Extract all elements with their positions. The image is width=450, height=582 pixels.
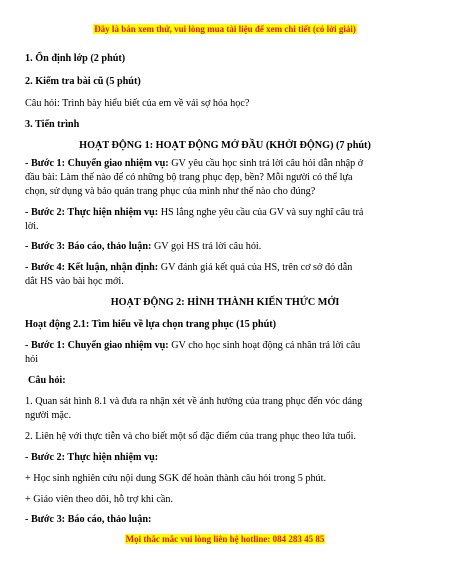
question-2: 2. Liên hệ với thực tiễn và cho biết một số đặc điểm của trang phục theo lứa tuổi. [25,431,357,442]
section-3-heading: 3. Tiến trình [25,119,80,130]
activity-1-step-4: - Bước 4: Kết luận, nhận định: GV đánh giá kết quả của HS, trên cơ sở đó dẫn [25,262,353,273]
bullet-item: + Giáo viên theo dõi, hỗ trợ khi cần. [25,494,174,505]
activity-2-step-1-cont: hỏi [25,354,39,365]
activity-1-step-1: - Bước 1: Chuyển giao nhiệm vụ: GV yêu cầu học sinh trả lời câu hỏi dẫn nhập ở [25,158,364,169]
activity-1-step-1-cont: chọn, sử dụng và bảo quản trang phục của mình như thế nào cho đúng? [25,186,316,197]
activity-2-step-3: - Bước 3: Báo cáo, thảo luận: [25,514,152,525]
question-1: 1. Quan sát hình 8.1 và đưa ra nhận xét về ảnh hưởng của trang phục đến vóc dáng [25,396,363,407]
activity-1-step-2: - Bước 2: Thực hiện nhiệm vụ: HS lắng nghe yêu cầu của GV và suy nghĩ câu trả [25,207,364,218]
activity-1-step-1-cont: đầu bài: Làm thế nào để có những bộ trang phục đẹp, bền? Mỗi người có thể lựa [25,172,353,183]
review-question: Câu hỏi: Trình bày hiểu biết của em về vải sợ hóa học? [25,98,250,109]
activity-2-step-2: - Bước 2: Thực hiện nhiệm vụ: [25,452,159,463]
activity-2-1-heading: Hoạt động 2.1: Tìm hiểu về lựa chọn trang phục (15 phút) [25,319,277,330]
section-2-heading: 2. Kiểm tra bài cũ (5 phút) [25,76,141,87]
activity-1-step-3: - Bước 3: Báo cáo, thảo luận: GV gọi HS trả lời câu hỏi. [25,241,262,252]
bullet-item: + Học sinh nghiên cứu nội dung SGK để hoàn thành câu hỏi trong 5 phút. [25,473,327,484]
activity-2-heading: HOẠT ĐỘNG 2: HÌNH THÀNH KIẾN THỨC MỚI [110,297,340,308]
preview-notice-banner: Đây là bản xem thử, vui lòng mua tài liệu để xem chi tiết (có lời giải) [94,24,356,34]
questions-label: Câu hỏi: [28,375,66,386]
section-1-heading: 1. Ổn định lớp (2 phút) [25,53,126,64]
activity-1-heading: HOẠT ĐỘNG 1: HOẠT ĐỘNG MỞ ĐẦU (KHỞI ĐỘNG) (7 phút) [79,140,371,151]
activity-1-step-2-cont: lời. [25,221,39,232]
activity-2-step-1: - Bước 1: Chuyển giao nhiệm vụ: GV cho học sinh hoạt động cá nhân trả lời câu [25,340,361,351]
hotline-banner: Mọi thắc mắc vui lòng liên hệ hotline: 084 283 45 85 [125,534,325,544]
activity-1-step-4-cont: dắt HS vào bài học mới. [25,276,124,287]
question-1-cont: người mặc. [25,410,71,421]
